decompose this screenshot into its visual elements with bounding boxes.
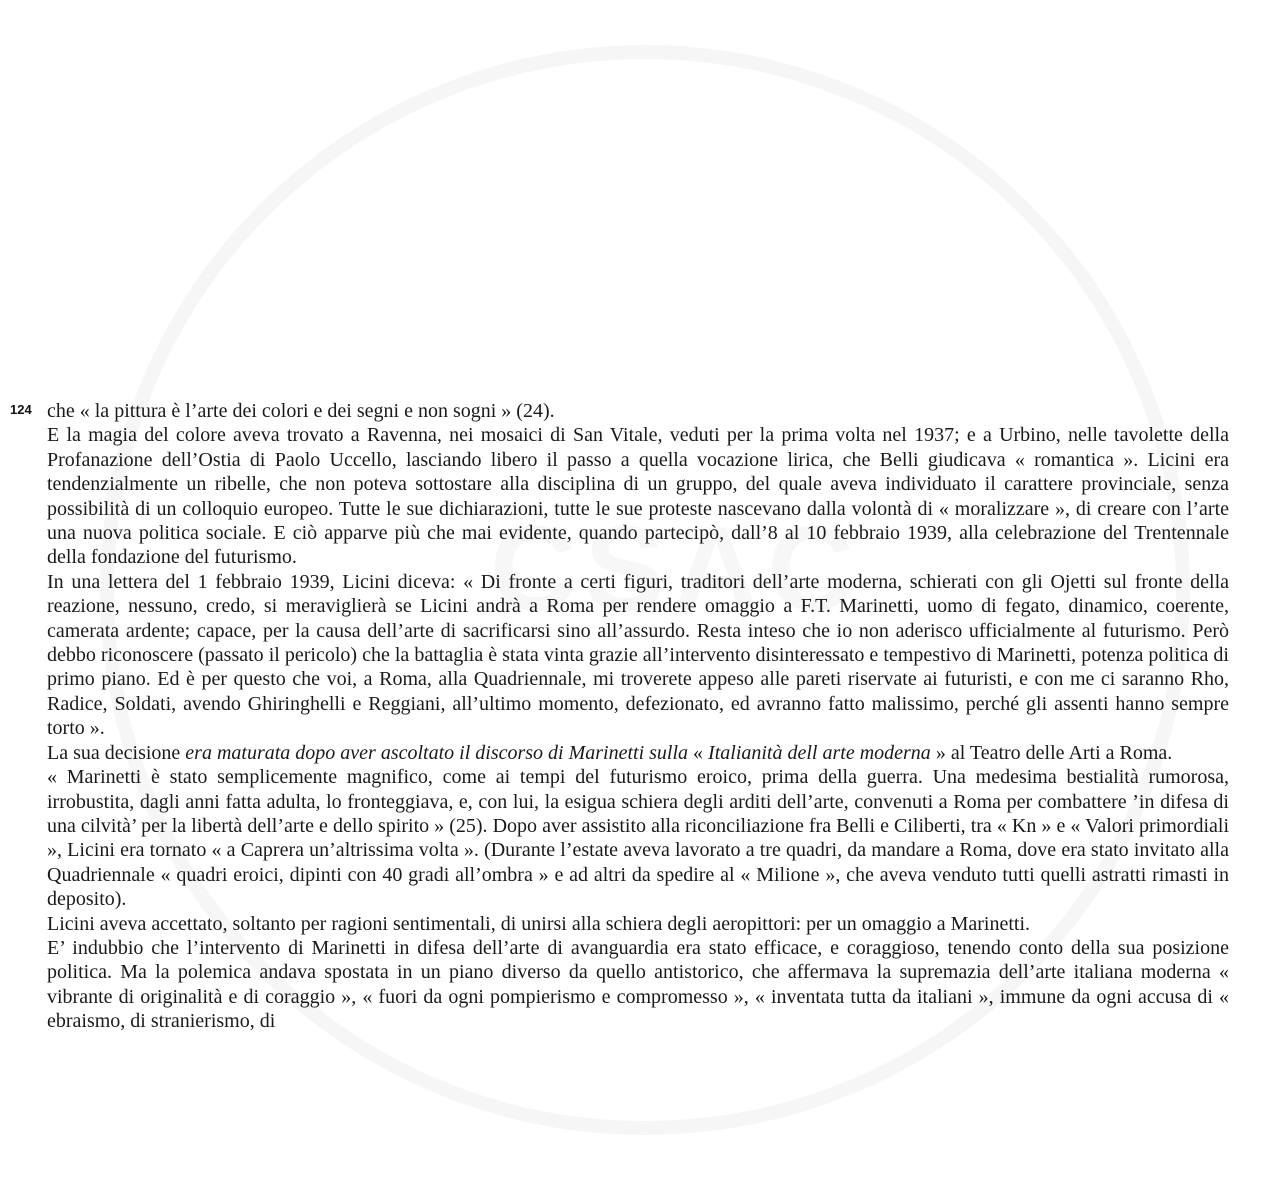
text-span: che « la pittura è l’arte dei colori e dei segni e non sogni » (24). xyxy=(47,400,555,422)
paragraph xyxy=(47,912,1229,936)
text-span: In una lettera del 1 febbraio 1939, Licini diceva: « Di fronte a certi figuri, traditori dell’arte moderna, schierati con gli Ojetti sul fronte della reazione, nessuno, credo, si meraviglierà se Licini andrà a Roma per rendere omaggio a F.T. Marinetti, uomo di fegato, dinamico, coerente, camerata ardente; capace, per la causa dell’arte di sacrificarsi sino all’assurdo. Resta inteso che io non aderisco ufficialmente al futurismo. Però debbo riconoscere (passato il pericolo) che la battaglia è stata vinta grazie all’intervento disinteressato e tempestivo di Marinetti, potenza politica di primo piano. Ed è per questo che voi, a Roma, alla Quadriennale, mi troverete appeso alle pareti riservate ai futuristi, e con me ci saranno Rho, Radice, Soldati, avendo Ghiringhelli e Reggiani, all’ultimo momento, defezionato, ed avranno fatto malissimo, perché gli assenti hanno sempre torto ». xyxy=(47,570,1229,740)
body-text xyxy=(47,399,1229,1034)
italic-text: era maturata dopo aver ascoltato il discorso di Marinetti sulla xyxy=(185,741,689,764)
text-span: E la magia del colore aveva trovato a Ravenna, nei mosaici di San Vitale, veduti per la prima volta nel 1937; e a Urbino, nelle tavolette della Profanazione dell’Ostia di Paolo Uccello, lasciando libero il passo a quella vocazione lirica, che Belli giudicava « romantica ». Licini era tendenzialmente un ribelle, che non poteva sottostare alla disciplina di un gruppo, del quale aveva individuato il carattere provinciale, senza possibilità di un colloquio europeo. Tutte le sue dichiarazioni, tutte le sue proteste nascevano dalla volontà di « moralizzare », di creare con l’arte una nuova politica sociale. E ciò apparve più che mai evidente, quando partecipò, dall’8 al 10 febbraio 1939, alla celebrazione del Trentennale della fondazione del futurismo. xyxy=(47,424,1229,569)
paragraph xyxy=(47,423,1229,569)
italic-text: Italianità dell arte moderna xyxy=(708,741,931,764)
text-span: La sua decisione xyxy=(47,741,186,764)
text-span: Licini aveva accettato, soltanto per ragioni sentimentali, di unirsi alla schiera degli aeropittori: per un omaggio a Marinetti. xyxy=(47,912,1031,935)
paragraph xyxy=(47,399,1229,423)
paragraph xyxy=(47,936,1229,1034)
page-number: 124 xyxy=(10,402,32,417)
text-span: « Marinetti è stato semplicemente magnifico, come ai tempi del futurismo eroico, prima della guerra. Una medesima bestialità rumorosa, irrobustita, dagli anni fatta adulta, lo fronteggiava, e, con lui, la esigua schiera degli arditi dell’arte, convenuti a Roma per combattere ’in difesa di una cilvità’ per la libertà dell’arte e dello spirito » (25). Dopo aver assistito alla riconciliazione fra Belli e Ciliberti, tra « Kn » e « Valori primordiali », Licini era tornato « a Caprera un’altrissima volta ». (Durante l’estate aveva lavorato a tre quadri, da mandare a Roma, dove era stato invitato alla Quadriennale « quadri eroici, dipinti con 40 gradi all’ombra » e ad altri da spedire al « Milione », che aveva venduto tutti quelli astratti rimasti in deposito). xyxy=(47,766,1229,911)
text-span: E’ indubbio che l’intervento di Marinetti in difesa dell’arte di avanguardia era stato efficace, e coraggioso, tenendo conto della sua posizione politica. Ma la polemica andava spostata in un piano diverso da quello antistorico, che affermava la supremazia dell’arte italiana moderna « vibrante di originalità e di coraggio », « fuori da ogni pompierismo e compromesso », « inventata tutta da italiani », immune da ogni accusa di « ebraismo, di stranierismo, di xyxy=(47,936,1229,1033)
paragraph xyxy=(47,741,1229,765)
text-span: « xyxy=(688,741,709,764)
paragraph xyxy=(47,765,1229,911)
paragraph xyxy=(47,570,1229,741)
text-span: » al Teatro delle Arti a Roma. xyxy=(930,741,1173,764)
